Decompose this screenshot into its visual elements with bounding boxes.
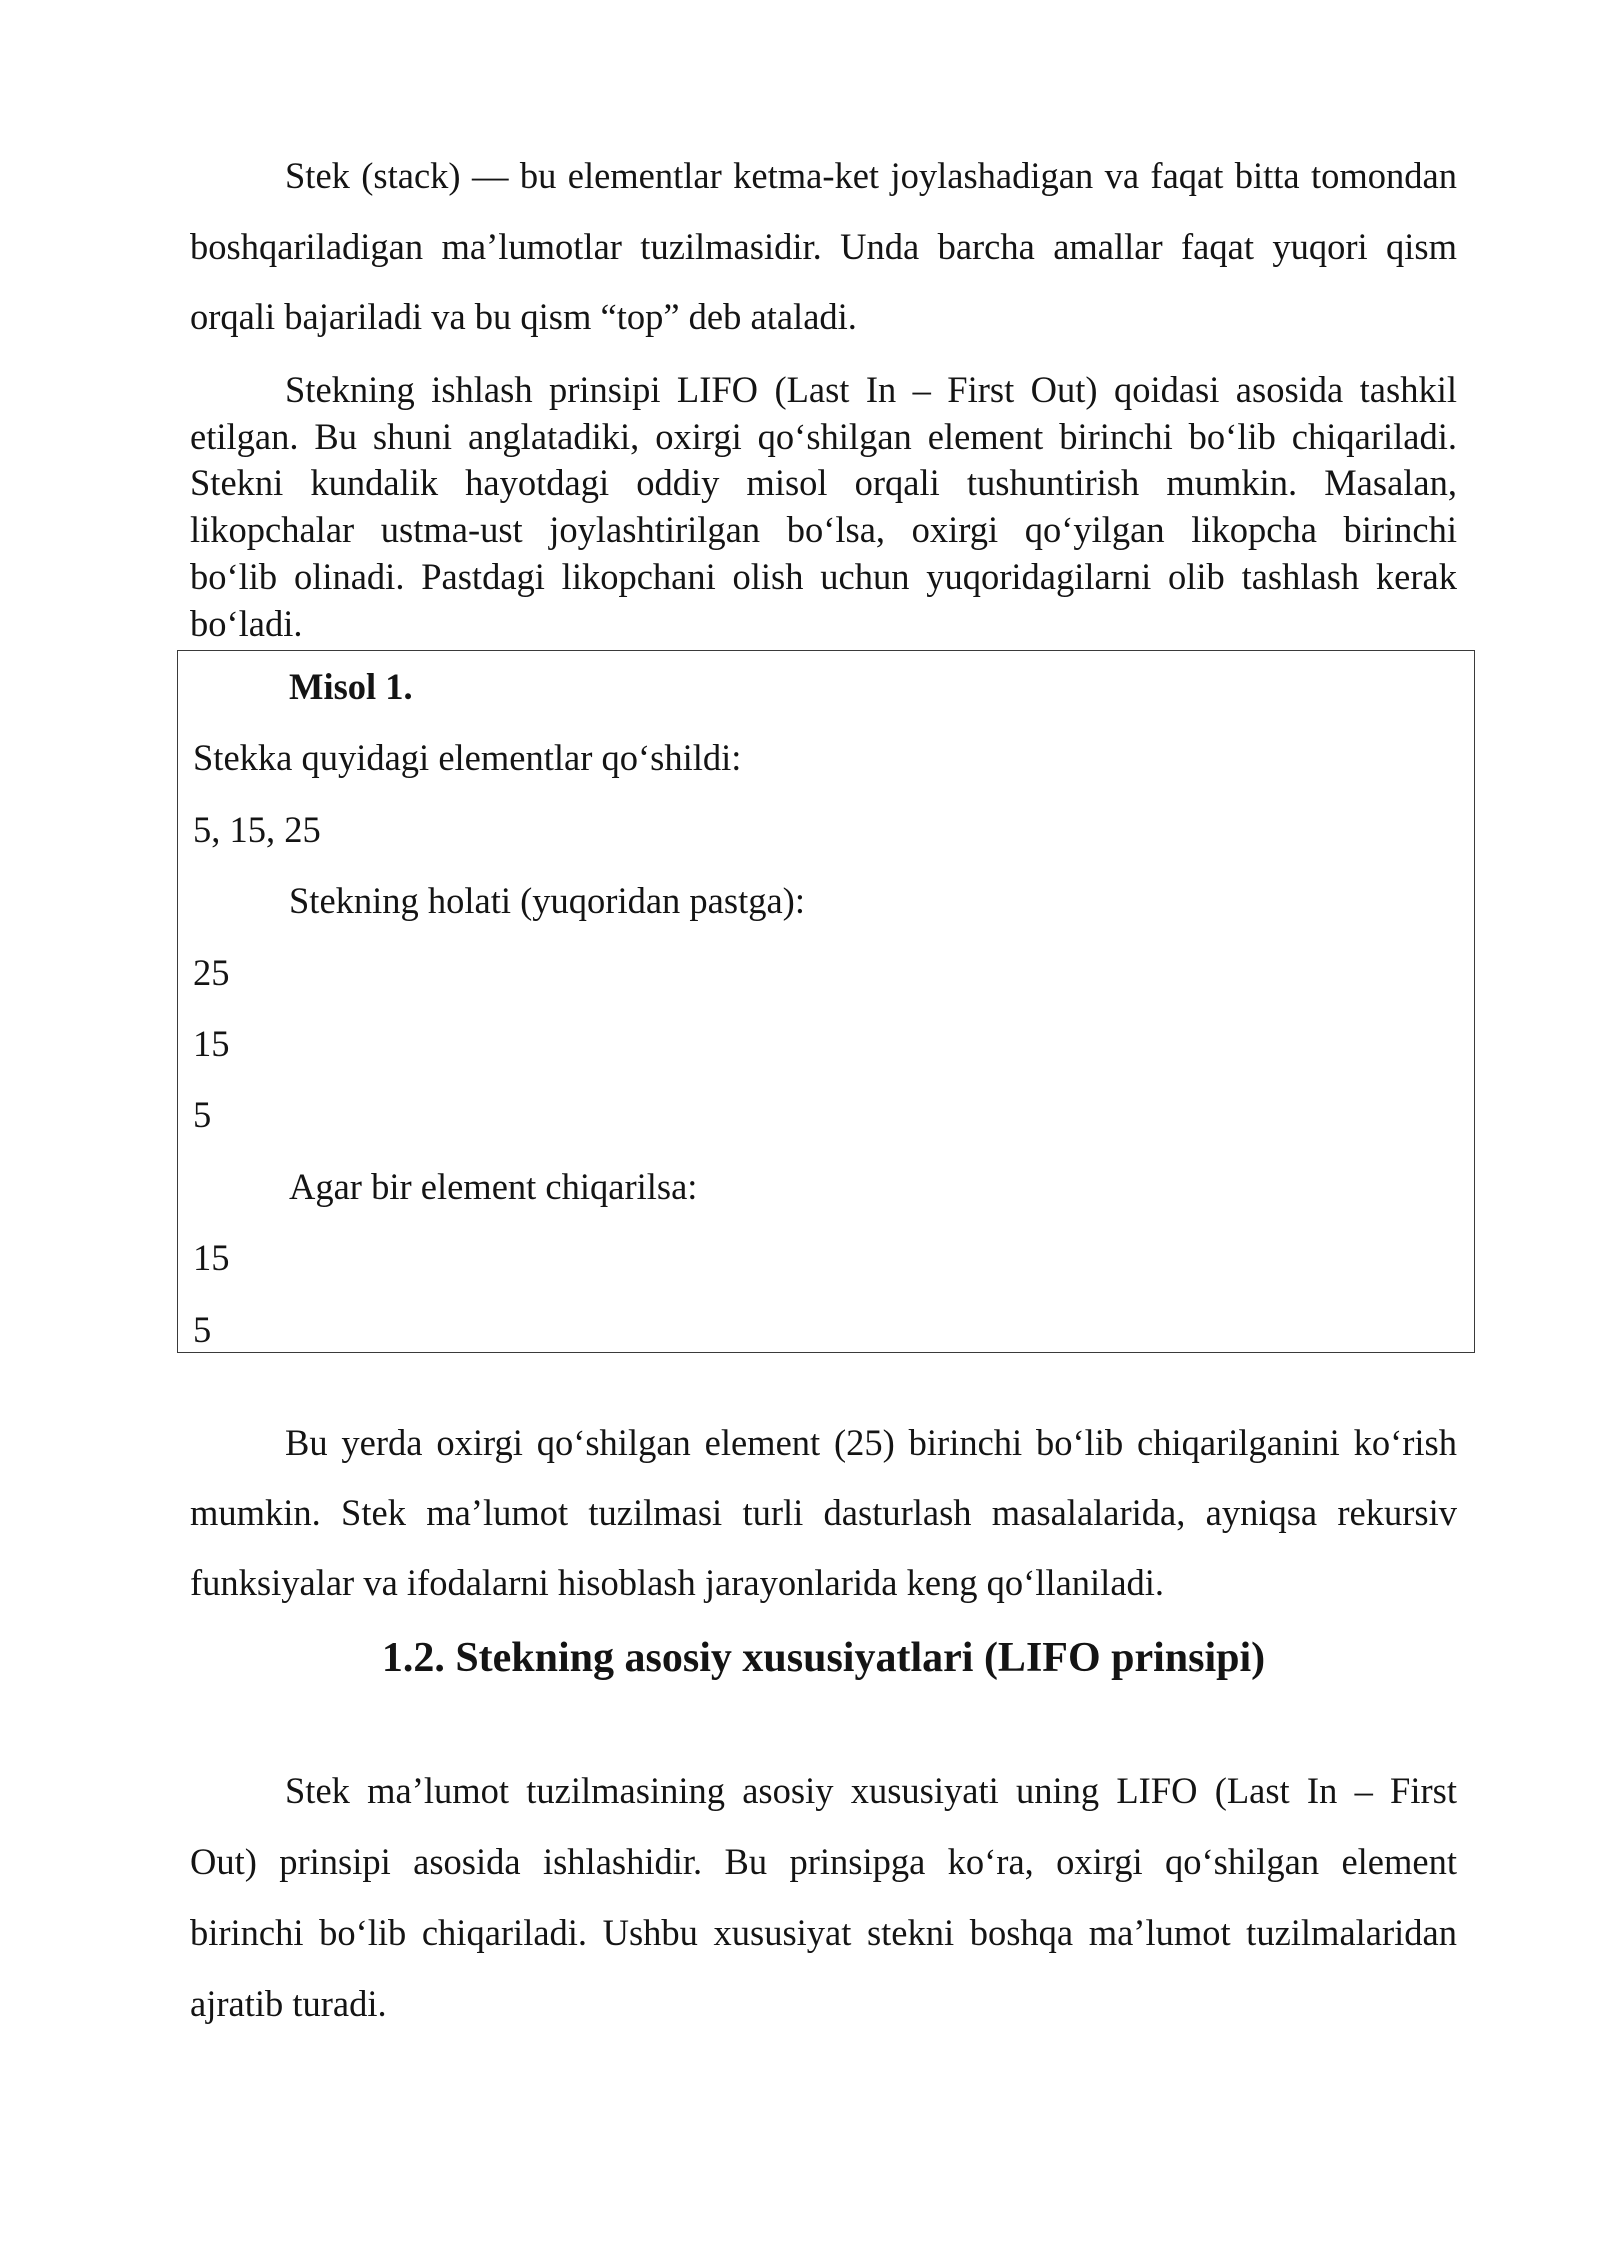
stack-item: 25 xyxy=(193,951,230,993)
example-state-label: Stekning holati (yuqoridan pastga): xyxy=(289,880,805,922)
example-added-values: 5, 15, 25 xyxy=(193,808,321,850)
paragraph-line: Out) prinsipi asosida ishlashidir. Bu prinsipga ko‘ra, oxirgi qo‘shilgan element xyxy=(190,1841,1457,1882)
paragraph-line: Stek ma’lumot tuzilmasining asosiy xususiyati uning LIFO (Last In – First xyxy=(285,1770,1457,1811)
stack-item: 15 xyxy=(193,1023,230,1065)
paragraph-line: boshqariladigan ma’lumotlar tuzilmasidir. Unda barcha amallar faqat yuqori qism xyxy=(190,225,1457,267)
stack-item: 5 xyxy=(193,1308,212,1350)
paragraph-line: orqali bajariladi va bu qism “top” deb ataladi. xyxy=(190,296,857,337)
section-heading: 1.2. Stekning asosiy xususiyatlari (LIFO prinsipi) xyxy=(381,1635,1266,1681)
section-paragraph xyxy=(190,1755,1457,2039)
after-box-paragraph xyxy=(190,1408,1457,1618)
stack-item: 5 xyxy=(193,1094,212,1136)
paragraph-line: birinchi bo‘lib chiqariladi. Ushbu xususiyat stekni boshqa ma’lumot tuzilmalaridan xyxy=(190,1912,1457,1953)
paragraph-line: Bu yerda oxirgi qo‘shilgan element (25) birinchi bo‘lib chiqarilganini ko‘rish xyxy=(285,1422,1457,1463)
example-title: Misol 1. xyxy=(289,666,413,707)
example-added-label: Stekka quyidagi elementlar qo‘shildi: xyxy=(193,737,742,779)
paragraph-line: Stekni kundalik hayotdagi oddiy misol orqali tushuntirish mumkin. Masalan, xyxy=(190,462,1457,504)
intro-paragraph-2 xyxy=(190,367,1457,647)
paragraph-line: bo‘lib olinadi. Pastdagi likopchani olish uchun yuqoridagilarni olib tashlash kerak xyxy=(190,555,1457,597)
example-box xyxy=(177,650,1475,1353)
paragraph-line: Stekning ishlash prinsipi LIFO (Last In – First Out) qoidasi asosida tashkil xyxy=(285,369,1457,410)
stack-item: 15 xyxy=(193,1237,230,1279)
paragraph-line: funksiyalar va ifodalarni hisoblash jarayonlarida keng qo‘llaniladi. xyxy=(190,1562,1165,1603)
intro-paragraph-1 xyxy=(190,141,1457,353)
paragraph-line: mumkin. Stek ma’lumot tuzilmasi turli dasturlash masalalarida, ayniqsa rekursiv xyxy=(190,1492,1457,1533)
paragraph-line: bo‘ladi. xyxy=(190,602,303,644)
paragraph-line: Stek (stack) — bu elementlar ketma-ket joylashadigan va faqat bitta tomondan xyxy=(285,155,1457,196)
paragraph-line: etilgan. Bu shuni anglatadiki, oxirgi qo‘shilgan element birinchi bo‘lib chiqariladi. xyxy=(190,415,1457,457)
paragraph-line: ajratib turadi. xyxy=(190,1983,387,2024)
example-pop-label: Agar bir element chiqarilsa: xyxy=(289,1165,698,1207)
paragraph-line: likopchalar ustma-ust joylashtirilgan bo‘lsa, oxirgi qo‘yilgan likopcha birinchi xyxy=(190,509,1457,551)
